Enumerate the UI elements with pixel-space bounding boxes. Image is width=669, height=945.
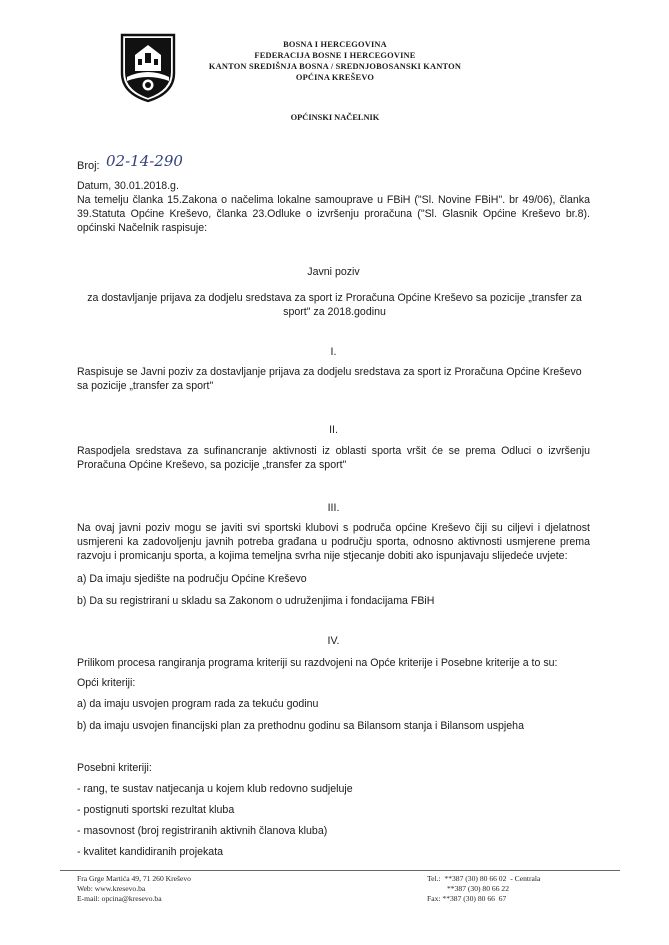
section-4-text: Prilikom procesa rangiranja programa kriteriji su razdvojeni na Opće kriterije i Posebne kriterije a to su: bbox=[77, 657, 558, 669]
section-1-text: Raspisuje se Javni poziv za dostavljanje prijava za dodjelu sredstava za sport iz Proračuna Općine Kreševo sa pozicije „transfer za sport" bbox=[77, 366, 582, 392]
special-criterion-3: - masovnost (broj registriranih aktivnih članova kluba) bbox=[77, 825, 328, 837]
notice-subtitle: za dostavljanje prijava za dodjelu sredstava za sport iz Proračuna Općine Kreševo sa pozicije „transfer za sport" za 2018.godinu bbox=[87, 292, 582, 318]
special-criterion-2: - postignuti sportski rezultat kluba bbox=[77, 804, 235, 816]
special-criteria-label: Posebni kriteriji: bbox=[77, 762, 152, 774]
special-criterion-4: - kvalitet kandidiranih projekata bbox=[77, 846, 224, 858]
reference-number: 02-14-290 bbox=[106, 152, 183, 170]
reference-label: Broj: bbox=[77, 160, 100, 172]
footer-telephone-central: Tel.: **387 (30) 80 66 02 - Centrala bbox=[427, 874, 541, 883]
header-canton: KANTON SREDIŠNJA BOSNA / SREDNJOBOSANSKI KANTON bbox=[208, 62, 462, 71]
general-criterion-b: b) da imaju usvojen financijski plan za prethodnu godinu sa Bilansom stanja i Bilansom uspjeha bbox=[77, 720, 524, 732]
section-2-text: Raspodjela sredstava za sufinancranje aktivnosti iz oblasti sporta vršit će se prema Odluci o izvršenju Proračuna Općine Kreševo, sa pozicije „transfer za sport" bbox=[77, 445, 590, 471]
section-2-number: II. bbox=[329, 424, 338, 436]
section-1-number: I. bbox=[330, 346, 337, 358]
section-3-number: III. bbox=[327, 502, 340, 514]
municipality-crest bbox=[119, 33, 177, 103]
footer-fax: Fax: **387 (30) 80 66 67 bbox=[427, 894, 507, 903]
general-criteria-label: Opći kriteriji: bbox=[77, 677, 136, 689]
document-date: Datum, 30.01.2018.g. bbox=[77, 180, 179, 192]
footer-divider bbox=[60, 870, 620, 871]
condition-b: b) Da su registrirani u skladu sa Zakonom o udruženjima i fondacijama FBiH bbox=[77, 595, 435, 607]
footer-telephone-2: **387 (30) 80 66 22 bbox=[447, 884, 510, 893]
section-3-text: Na ovaj javni poziv mogu se javiti svi sportski klubovi s područa općine Kreševo čiji su ciljevi i djelatnost usmjereni ka zadovoljenju javnih potreba građana u području sporta, odnosno aktivnosti usmjerene prema razvoju i promicanju sporta, a kojima temeljna svrha nije stjecanje dobiti ako ispunjavaju slijedeće uvjete: bbox=[77, 522, 590, 562]
special-criterion-1: - rang, te sustav natjecanja u kojem klub redovno sudjeluje bbox=[77, 783, 353, 795]
notice-title: Javni poziv bbox=[307, 266, 360, 278]
footer-email: E-mail: opcina@kresevo.ba bbox=[77, 894, 162, 903]
footer-address: Fra Grge Martića 49, 71 260 Kreševo bbox=[77, 874, 191, 883]
general-criterion-a: a) da imaju usvojen program rada za tekuću godinu bbox=[77, 698, 319, 710]
section-4-number: IV. bbox=[327, 635, 340, 647]
condition-a: a) Da imaju sjedište na području Općine Kreševo bbox=[77, 573, 307, 585]
header-country: BOSNA I HERCEGOVINA bbox=[283, 40, 387, 49]
office-title: OPĆINSKI NAČELNIK bbox=[290, 113, 380, 122]
intro-paragraph: Na temelju članka 15.Zakona o načelima lokalne samouprave u FBiH ("Sl. Novine FBiH". br 49/06), članka 39.Statuta Općine Kreševo, članka 23.Odluke o izvršenju proračuna ("Sl. Glasnik Općine Kreševo br.8). općinski Načelnik raspisuje: bbox=[77, 194, 590, 234]
header-federation: FEDERACIJA BOSNE I HERCEGOVINE bbox=[254, 51, 416, 60]
header-municipality: OPĆINA KREŠEVO bbox=[295, 73, 375, 82]
footer-web: Web: www.kresevo.ba bbox=[77, 884, 146, 893]
